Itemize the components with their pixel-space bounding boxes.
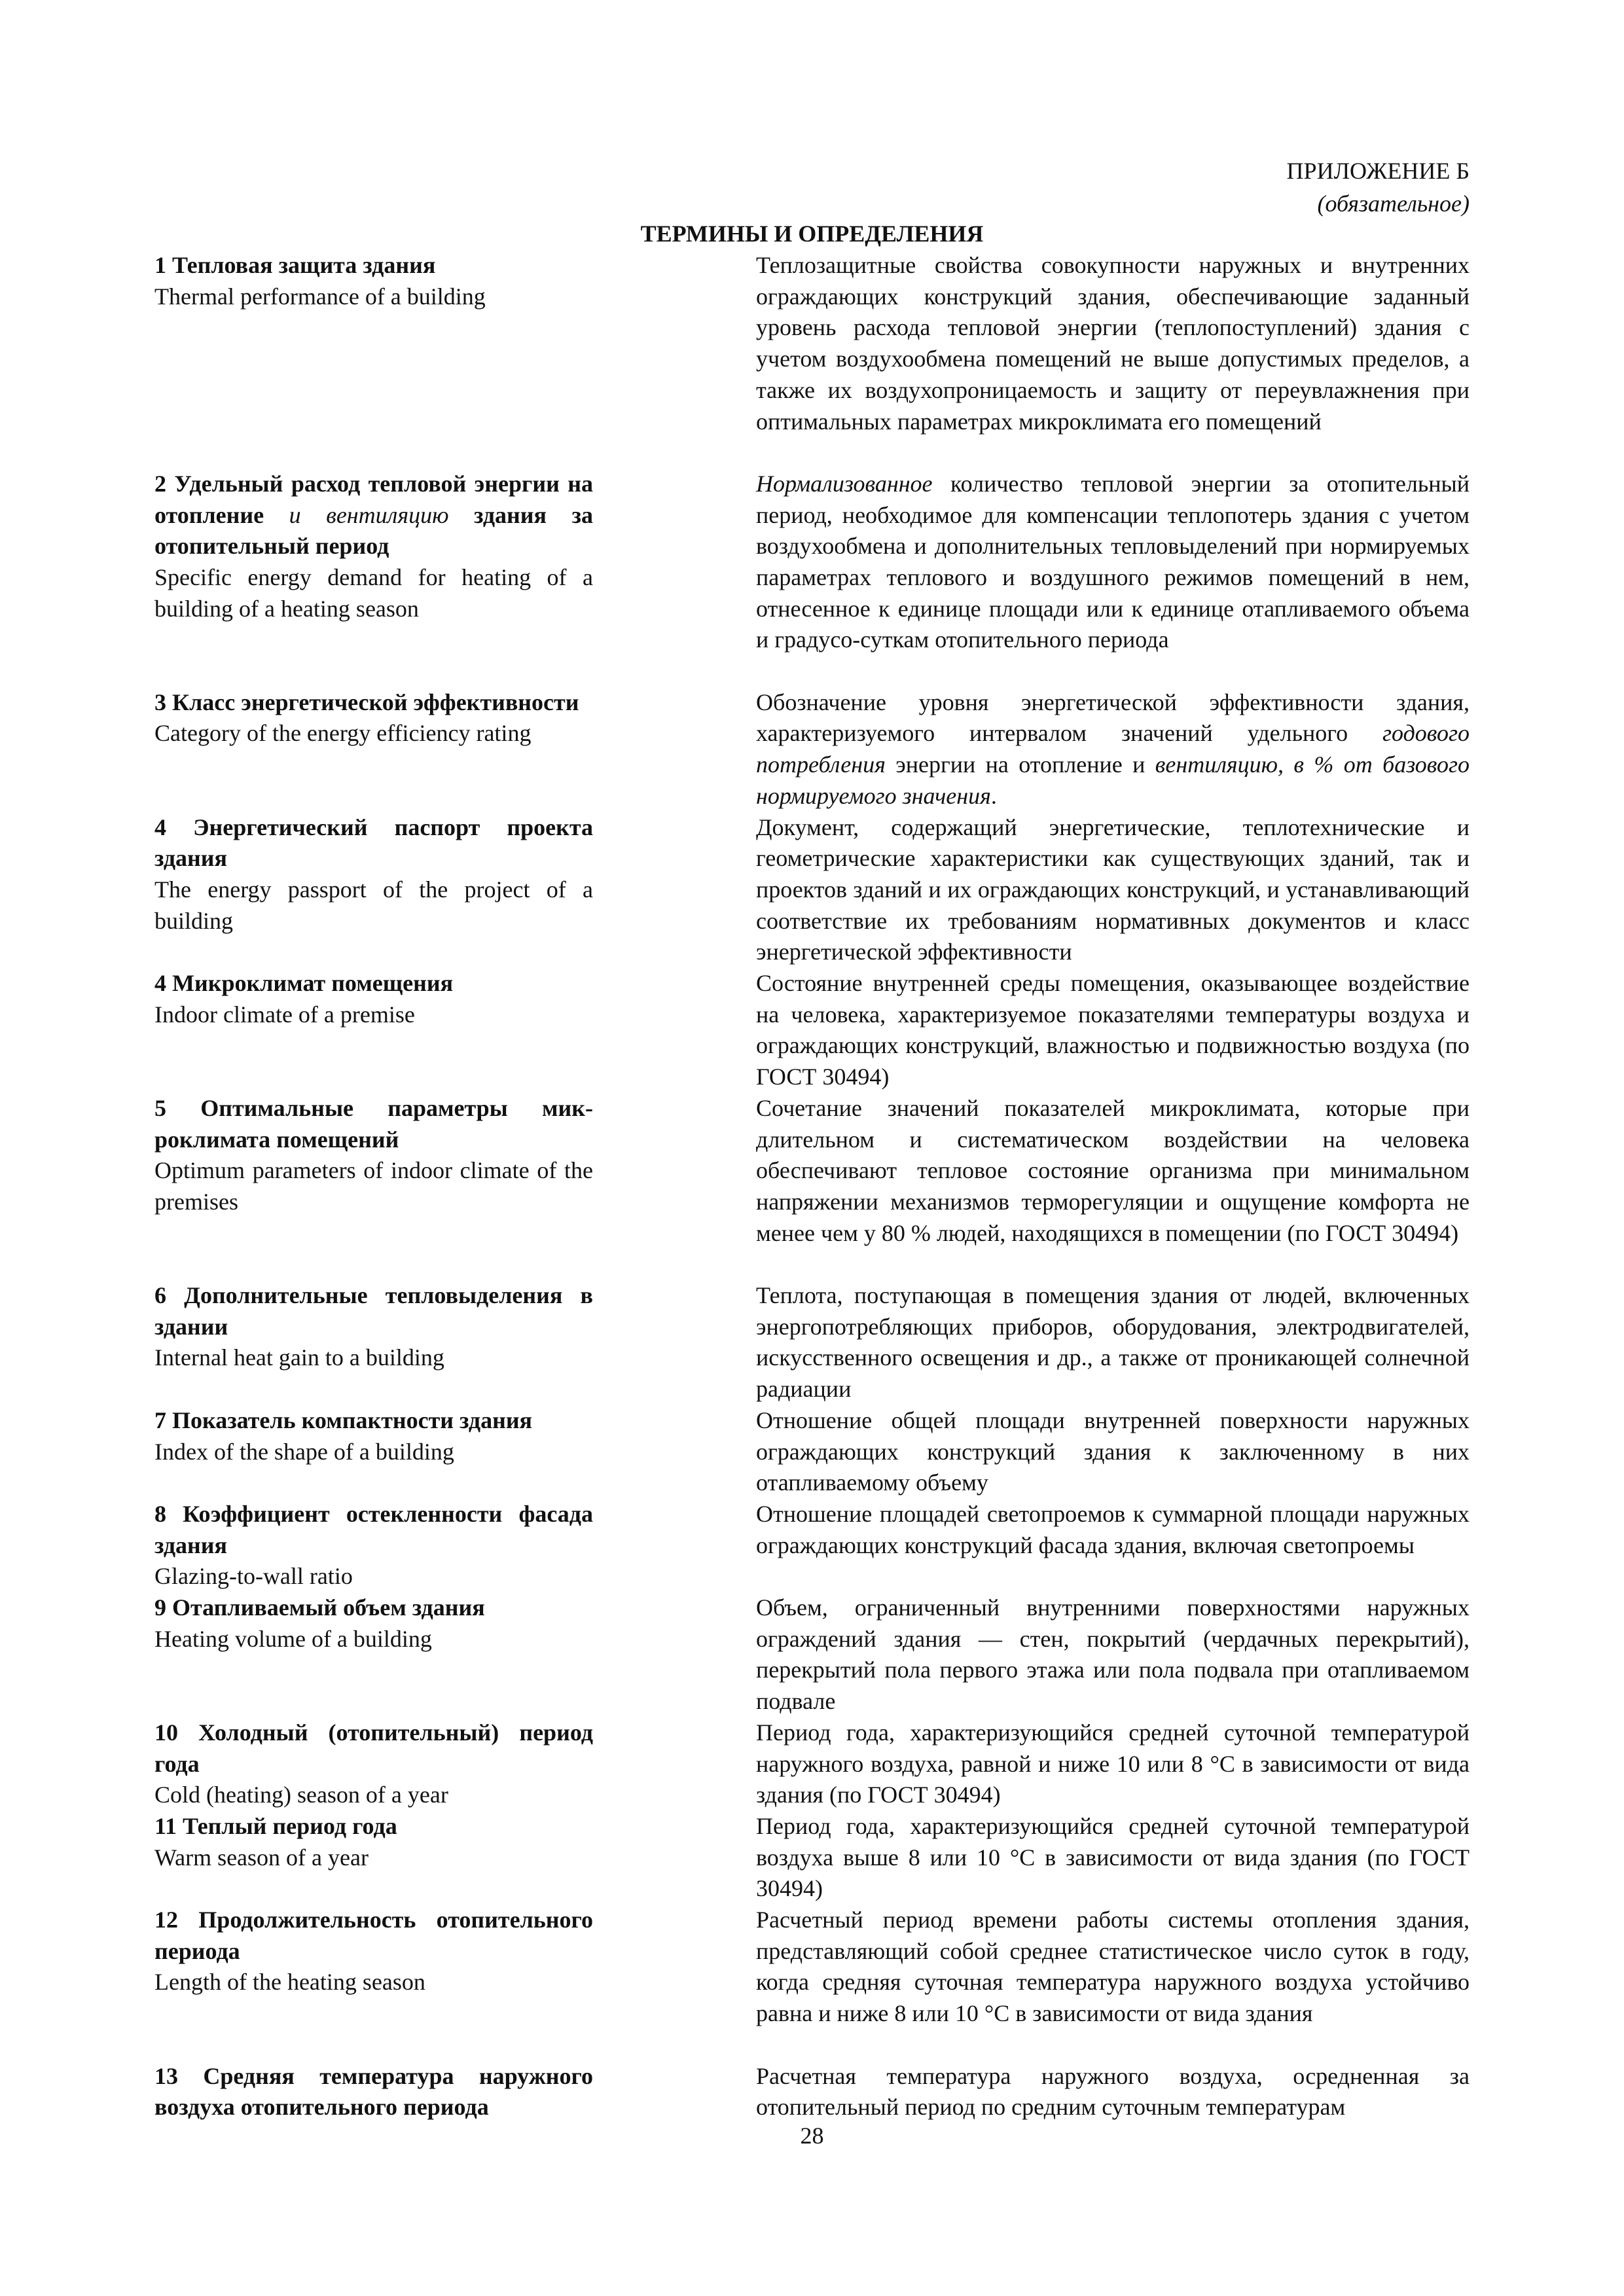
term-cell <box>154 250 593 469</box>
term-russian <box>154 2061 593 2123</box>
term-russian <box>154 968 593 999</box>
definition <box>756 687 1470 812</box>
term-russian <box>154 1717 593 1780</box>
term-russian-segment: 4 Микроклимат помещения <box>154 970 454 997</box>
term-russian <box>154 1405 593 1437</box>
term-russian <box>154 469 593 562</box>
term-cell <box>154 812 593 969</box>
term-russian <box>154 687 593 719</box>
term-russian <box>154 1905 593 1967</box>
definition <box>756 1592 1470 1717</box>
term-english: Optimum parameters of indoor climate of the premises <box>154 1157 593 1215</box>
term-russian <box>154 812 593 874</box>
term-entry <box>154 1592 1470 1717</box>
term-english: Cold (heating) season of a year <box>154 1782 448 1808</box>
definition <box>756 1093 1470 1280</box>
definition <box>756 1905 1470 2061</box>
definition-segment: . <box>990 782 997 809</box>
term-russian-segment: 1 Тепловая защита здания <box>154 252 436 278</box>
term-russian <box>154 1499 593 1561</box>
definition-segment: Расчетный период времени работы системы отопления здания, представляющий собой среднее статистическое число суток в году, когда средняя суточная температура наружного воздуха устойчиво равна и ниже 8 или 10 °С в зависимости от вида здания <box>756 1907 1470 2027</box>
definition-segment: Документ, содержащий энергетические, теплотехнические и геометрические характеристики как существующих зданий, так и проектов зданий и их ограждающих конструкций, и устанавливающий соответствие их требованиям нормативных документов и класс энергетической эффективности <box>756 814 1470 965</box>
definition <box>756 1717 1470 1811</box>
term-entry <box>154 1093 1470 1280</box>
definition-segment: энергии на отопление и <box>885 751 1155 778</box>
term-english: Specific energy demand for heating of a building of a heating season <box>154 564 593 622</box>
definition-segment: Обозначение уровня энергетической эффективности здания, характеризуемого интервалом значений удельного <box>756 689 1470 747</box>
term-russian-segment: 10 Холодный (отопительный) период года <box>154 1719 593 1777</box>
term-russian-segment: 5 Оптимальные параметры микроклимата помещений <box>154 1094 593 1153</box>
definition <box>756 2061 1470 2123</box>
term-russian-segment: 3 Класс энергетической эффективности <box>154 689 579 715</box>
definition <box>756 812 1470 969</box>
term-cell <box>154 1811 593 1905</box>
definition <box>756 1811 1470 1905</box>
term-cell <box>154 1905 593 2061</box>
term-english: Indoor climate of a premise <box>154 1001 415 1028</box>
term-entry <box>154 250 1470 469</box>
term-entry <box>154 1811 1470 1905</box>
term-entry <box>154 1717 1470 1811</box>
term-entry <box>154 1905 1470 2061</box>
term-english: The energy passport of the project of a building <box>154 876 593 934</box>
definition-segment: Теплозащитные свойства совокупности наружных и внутренних ограждающих конструкций здания, обеспечивающие заданный уровень расхода тепловой энергии (теплопоступлений) здания с учетом воздухообмена помещений не выше допустимых пределов, а также их воздухопроницаемость и защиту от переувлажнения при оптимальных параметрах микроклимата его помещений <box>756 252 1470 435</box>
term-cell <box>154 1592 593 1717</box>
term-cell <box>154 469 593 687</box>
appendix-label: ПРИЛОЖЕНИЕ Б <box>1286 158 1470 184</box>
definition-segment: Объем, ограниченный внутренними поверхностями наружных ограждений здания — стен, покрытий (чердачных перекрытий), перекрытий пола первого этажа или пола подвала при отапливаемом подвале <box>756 1594 1470 1715</box>
term-russian-segment: 13 Средняя температура наружного воздуха отопительного периода <box>154 2062 593 2121</box>
definition <box>756 1280 1470 1405</box>
term-entry <box>154 1280 1470 1405</box>
definition-segment: количество тепловой энергии за отопительный период, необходимое для компенсации теплопотерь здания с учетом воздухообмена и дополнительных тепловыделений при нормируемых параметрах теплового и воздушного режимов помещений в нем, отнесенное к единице площади или к единице отапливаемого объема и градусо-суткам отопительного периода <box>756 470 1470 653</box>
definition-segment: вентиляцию, в % от базового нормируемого значения <box>756 751 1470 809</box>
definition-segment: Теплота, поступающая в помещения здания от людей, включенных энергопотребляющих приборов, оборудования, электродвигателей, искусственного освещения и др., а также от проникающей солнечной радиации <box>756 1282 1470 1403</box>
term-cell <box>154 1405 593 1499</box>
term-russian-segment: и вентиляцию <box>289 501 449 528</box>
term-cell <box>154 1717 593 1811</box>
appendix-heading <box>1287 154 1470 220</box>
term-entry <box>154 812 1470 969</box>
definition <box>756 1405 1470 1499</box>
definition-segment: Сочетание значений показателей микроклимата, которые при длительном и систематическом воздействии на человека обеспечивают тепловое состояние организма при минимальном напряжении механизмов терморегуляции и ощущение комфорта не менее чем у 80 % людей, находящихся в помещении (по ГОСТ 30494) <box>756 1094 1470 1246</box>
term-english: Heating volume of a building <box>154 1625 432 1652</box>
term-cell <box>154 1280 593 1405</box>
term-russian-segment: 12 Продолжительность отопительного периода <box>154 1907 593 1964</box>
definition-segment: Период года, характеризующийся средней суточной температурой воздуха выше 8 или 10 °С в зависимости от вида здания (по ГОСТ 30494) <box>756 1812 1470 1902</box>
definition <box>756 1499 1470 1592</box>
term-cell <box>154 968 593 1093</box>
definition-segment: Отношение общей площади внутренней поверхности наружных ограждающих конструкций здания к заключенному в них отапливаемому объему <box>756 1407 1470 1496</box>
term-english: Index of the shape of a building <box>154 1438 454 1465</box>
term-entry <box>154 1405 1470 1499</box>
term-entry <box>154 2061 1470 2123</box>
term-english: Thermal performance of a building <box>154 283 486 310</box>
definition-segment: Состояние внутренней среды помещения, оказывающее воздействие на человека, характеризуемое показателями температуры воздуха и ограждающих конструкций, влажностью и подвижностью воздуха (по ГОСТ 30494) <box>756 970 1470 1090</box>
definition-segment: Нормализованное <box>756 470 933 497</box>
definition-segment: Отношение площадей светопроемов к суммарной площади наружных ограждающих конструкций фасада здания, включая светопроемы <box>756 1500 1470 1558</box>
term-russian <box>154 1093 593 1155</box>
definition <box>756 469 1470 687</box>
term-russian-segment: 9 Отапливаемый объем здания <box>154 1594 485 1621</box>
term-russian-segment: 4 Энергетический паспорт проекта здания <box>154 814 593 872</box>
term-russian-segment: 2 Удельный расход тепловой энергии на отопление <box>154 470 593 528</box>
appendix-status: (обязательное) <box>1317 190 1470 217</box>
page-number: 28 <box>800 2123 824 2149</box>
term-russian-segment: 11 Теплый период года <box>154 1812 397 1839</box>
term-russian-segment: здания за отопительный период <box>154 501 593 560</box>
terms-list <box>154 250 1470 2123</box>
term-cell <box>154 1093 593 1280</box>
term-english: Internal heat gain to a building <box>154 1344 444 1371</box>
term-russian <box>154 1280 593 1342</box>
section-title: ТЕРМИНЫ И ОПРЕДЕЛЕНИЯ <box>640 221 984 247</box>
definition-segment: годового потребления <box>756 720 1470 778</box>
term-entry <box>154 1499 1470 1592</box>
term-english: Warm season of a year <box>154 1844 369 1871</box>
term-russian <box>154 250 593 281</box>
term-russian <box>154 1592 593 1624</box>
term-russian-segment: 6 Дополнительные тепловыделения в здании <box>154 1282 593 1340</box>
definition-segment: Период года, характеризующийся средней суточной температурой наружного воздуха, равной и ниже 10 или 8 °С в зависимости от вида здания (по ГОСТ 30494) <box>756 1719 1470 1808</box>
term-cell <box>154 687 593 812</box>
term-russian-segment: 8 Коэффициент остекленности фасада здания <box>154 1500 593 1558</box>
term-entry <box>154 469 1470 687</box>
term-english: Category of the energy efficiency rating <box>154 720 532 747</box>
term-english: Length of the heating season <box>154 1969 425 1996</box>
term-cell <box>154 2061 593 2123</box>
term-russian-segment: 7 Показатель компактности здания <box>154 1407 533 1433</box>
term-entry <box>154 968 1470 1093</box>
term-russian <box>154 1811 593 1842</box>
term-cell <box>154 1499 593 1592</box>
definition <box>756 250 1470 469</box>
definition-segment: Расчетная температура наружного воздуха, осредненная за отопительный период по средним суточным температурам <box>756 2062 1470 2121</box>
term-entry <box>154 687 1470 812</box>
definition <box>756 968 1470 1093</box>
term-english: Glazing-to-wall ratio <box>154 1563 353 1590</box>
